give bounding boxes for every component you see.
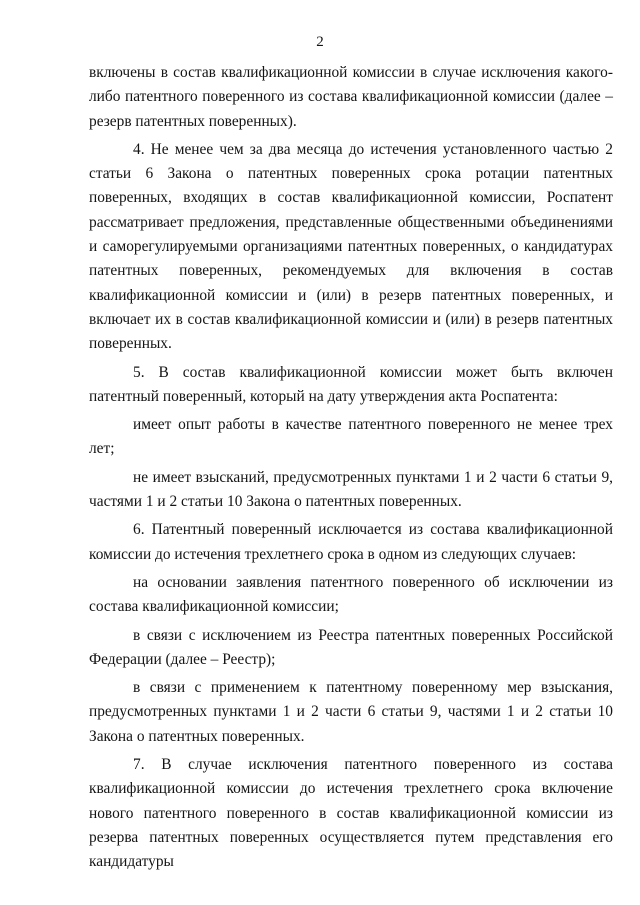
paragraph-continuation: включены в состав квалификационной комиссии в случае исключения какого-либо патентного поверенного из состава квалификационной комиссии (далее – резерв патентных поверенных). (89, 64, 613, 130)
paragraph-item-7: 7. В случае исключения патентного поверенного из состава квалификационной комиссии до истечения трехлетнего срока включение нового патентного поверенного в состав квалификационной комиссии из резерва патентных поверенных осуществляется путем представления его кандидатуры (89, 756, 613, 871)
paragraph-item-6-sub-c: в связи с применением к патентному поверенному мер взыскания, предусмотренных пунктами 1 и 2 части 6 статьи 9, частями 1 и 2 статьи 10 Закона о патентных поверенных. (89, 679, 613, 745)
paragraph-item-6: 6. Патентный поверенный исключается из состава квалификационной комиссии до истечения трехлетнего срока в одном из следующих случаев: (89, 521, 613, 563)
paragraph-item-6-sub-b: в связи с исключением из Реестра патентных поверенных Российской Федерации (далее – Реестр); (89, 626, 613, 668)
paragraph-item-5: 5. В состав квалификационной комиссии может быть включен патентный поверенный, который на дату утверждения акта Роспатента: (89, 363, 613, 405)
paragraph-item-4: 4. Не менее чем за два месяца до истечения установленного частью 2 статьи 6 Закона о патентных поверенных срока ротации патентных поверенных, входящих в состав квалификационной комиссии, Роспатент рассматривает предложения, представленные общественными объединениями и саморегулируемыми организациями патентных поверенных, о кандидатурах патентных поверенных, рекомендуемых для включения в состав квалификационной комиссии и (или) в резерв патентных поверенных, и включает их в состав квалификационной комиссии и (или) в резерв патентных поверенных. (89, 140, 613, 353)
paragraph-item-6-sub-a: на основании заявления патентного поверенного об исключении из состава квалификационной комиссии; (89, 573, 613, 616)
page-number: 2 (316, 34, 324, 50)
document-body (89, 61, 613, 875)
paragraph-item-5-sub-a: имеет опыт работы в качестве патентного поверенного не менее трех лет; (89, 416, 613, 458)
paragraph-item-5-sub-b: не имеет взысканий, предусмотренных пунктами 1 и 2 части 6 статьи 9, частями 1 и 2 статьи 10 Закона о патентных поверенных. (89, 468, 613, 511)
